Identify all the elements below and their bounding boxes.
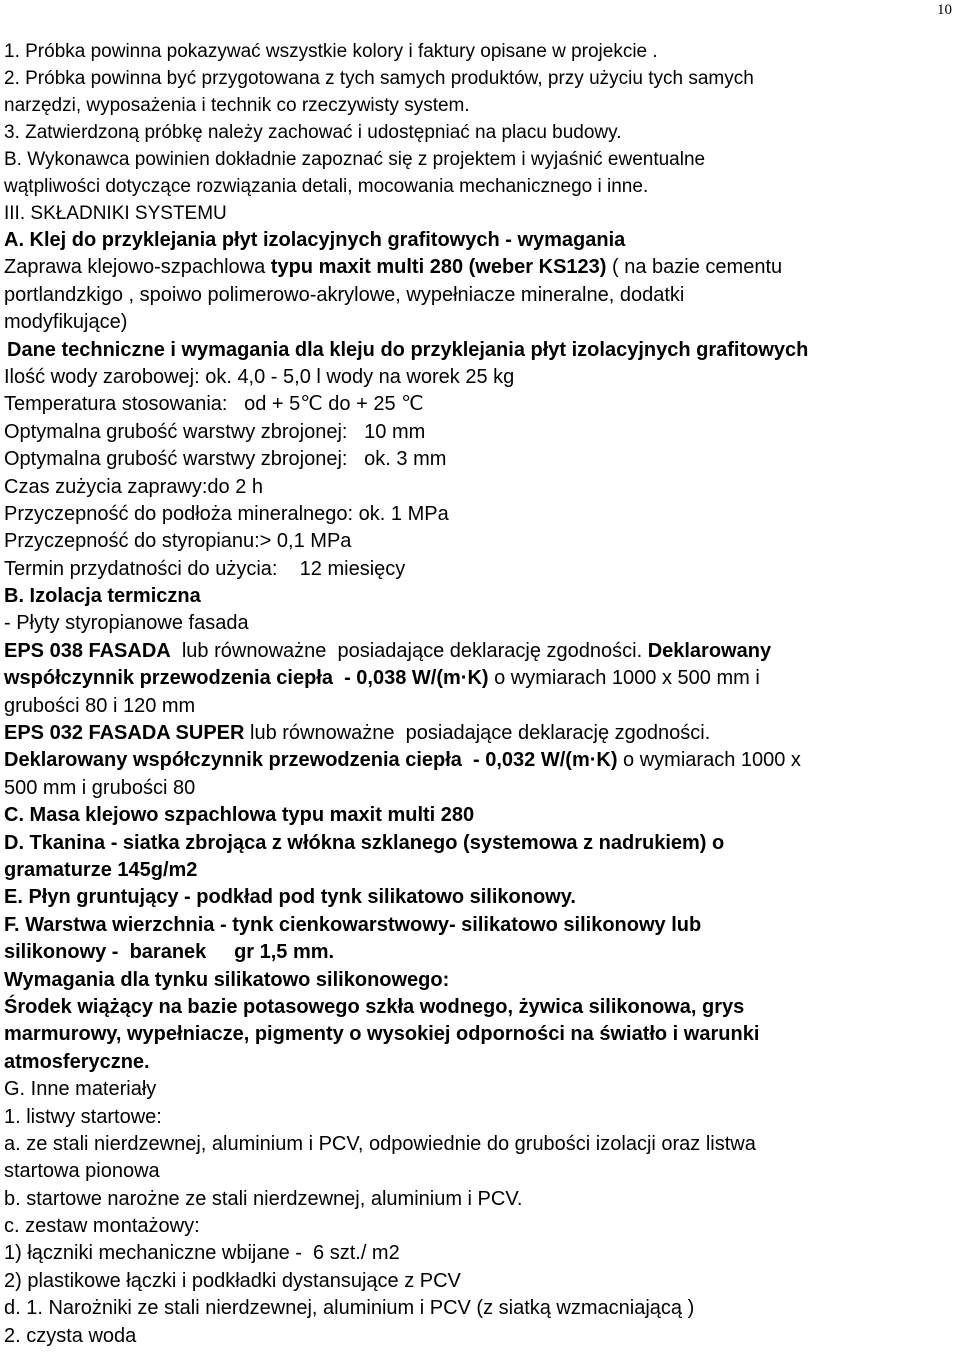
text: portlandzkigo , spoiwo polimerowo-akrylowe, wypełniacze mineralne, dodatki [4,283,685,306]
text-line [4,556,954,583]
text-line [4,227,954,254]
text-line [4,200,954,227]
text-line [4,92,954,119]
bold-text: typu maxit multi 280 (weber KS123) [270,256,607,279]
bold-text: współczynnik przewodzenia ciepła - 0,038 W/(m·K) [4,667,489,690]
text-line [4,583,954,610]
text: d. 1. Narożniki ze stali nierdzewnej, aluminium i PCV (z siatką wzmacniającą ) [4,1297,695,1320]
text-line [4,1076,954,1103]
text: Ilość wody zarobowej: ok. 4,0 - 5,0 l wody na worek 25 kg [4,365,515,388]
text-line [4,1323,954,1350]
text: b. startowe narożne ze stali nierdzewnej, aluminium i PCV. [4,1187,523,1210]
text: 2) plastikowe łączki i podkładki dystansujące z PCV [4,1269,461,1292]
bold-text: B. Izolacja termiczna [4,585,201,608]
text: Optymalna grubość warstwy zbrojonej: ok. 3 mm [4,448,447,471]
text: 2. czysta woda [4,1324,137,1347]
text: lub równoważne posiadające deklarację zgodności. [170,639,648,662]
text: Czas zużycia zaprawy:do 2 h [4,475,264,498]
text-line [4,1268,954,1295]
text-line [4,391,954,418]
bold-text: A. Klej do przyklejania płyt izolacyjnych grafitowych - wymagania [4,229,626,251]
text-line [4,337,954,364]
text-line [4,1213,954,1240]
document-body [4,38,954,1350]
bold-text: EPS 038 FASADA [4,639,171,662]
text: wątpliwości dotyczące rozwiązania detali, mocowania mechanicznego i inne. [4,176,649,197]
text-line [4,501,954,528]
bold-text: Deklarowany [647,639,772,662]
text-line [4,38,954,65]
text: o wymiarach 1000 x 500 mm i [488,667,760,690]
text-line [4,830,954,857]
text-line [4,1186,954,1213]
text: startowa pionowa [4,1160,160,1183]
text-line [4,775,954,802]
bold-text: gramaturze 145g/m2 [4,858,198,881]
text-line [4,65,954,92]
text-line [4,802,954,829]
text-line [4,146,954,173]
text-line [4,720,954,747]
text-line [4,994,954,1021]
text: 1. Próbka powinna pokazywać wszystkie kolory i faktury opisane w projekcie . [4,41,658,62]
text: Przyczepność do styropianu:> 0,1 MPa [4,530,352,553]
text-line [4,254,954,281]
text-line [4,309,954,336]
text-line [4,665,954,692]
text-line [4,446,954,473]
text: c. zestaw montażowy: [4,1215,200,1238]
text-line [4,1049,954,1076]
bold-text: Wymagania dla tynku silikatowo silikonowego: [4,968,450,991]
text: 2. Próbka powinna być przygotowana z tych samych produktów, przy użyciu tych samych [4,68,754,89]
text-line [4,1295,954,1322]
text-line [4,282,954,309]
text: grubości 80 i 120 mm [4,694,196,717]
text-line [4,419,954,446]
bold-text: atmosferyczne. [4,1050,150,1073]
text: 3. Zatwierdzoną próbkę należy zachować i udostępniać na placu budowy. [4,122,622,143]
text: III. SKŁADNIKI SYSTEMU [4,203,227,224]
text-line [4,638,954,665]
text: ( na bazie cementu [606,256,783,279]
text-line [4,1158,954,1185]
bold-text: silikonowy - baranek gr 1,5 mm. [4,941,335,964]
text-line [4,939,954,966]
text-line [4,1021,954,1048]
text-line [4,173,954,200]
bold-text: C. Masa klejowo szpachlowa typu maxit multi 280 [4,804,475,827]
text: modyfikujące) [4,311,128,334]
text: Temperatura stosowania: od + 5℃ do + 25 ℃ [4,393,424,416]
text-line [4,747,954,774]
text: 1. listwy startowe: [4,1105,162,1128]
bold-text: Środek wiążący na bazie potasowego szkła wodnego, żywica silikonowa, grys [4,995,745,1018]
text: Przyczepność do podłoża mineralnego: ok. 1 MPa [4,502,449,525]
text: Zaprawa klejowo-szpachlowa [4,256,271,279]
text: 500 mm i grubości 80 [4,776,196,799]
text: narzędzi, wyposażenia i technik co rzeczywisty system. [4,95,470,116]
bold-text: Deklarowany współczynnik przewodzenia ciepła - 0,032 W/(m·K) [4,749,618,772]
text: a. ze stali nierdzewnej, aluminium i PCV, odpowiednie do grubości izolacji oraz listwa [4,1132,756,1155]
bold-text: D. Tkanina - siatka zbrojąca z włókna szklanego (systemowa z nadrukiem) o [4,831,725,854]
text-line [4,884,954,911]
text: o wymiarach 1000 x [617,749,801,772]
bold-text: EPS 032 FASADA SUPER [4,722,245,745]
text-line [4,528,954,555]
text-line [4,364,954,391]
bold-text: Dane techniczne i wymagania dla kleju do przyklejania płyt izolacyjnych grafitowych [7,338,809,361]
page-number: 10 [937,2,952,18]
text: - Płyty styropianowe fasada [4,612,249,635]
text-line [4,967,954,994]
text: G. Inne materiały [4,1078,157,1101]
text-line [4,857,954,884]
text-line [4,693,954,720]
text-line [4,912,954,939]
bold-text: E. Płyn gruntujący - podkład pod tynk silikatowo silikonowy. [4,886,576,909]
text: 1) łączniki mechaniczne wbijane - 6 szt./ m2 [4,1242,400,1265]
bold-text: F. Warstwa wierzchnia - tynk cienkowarstwowy- silikatowo silikonowy lub [4,913,702,936]
text: Termin przydatności do użycia: 12 miesięcy [4,557,406,580]
bold-text: marmurowy, wypełniacze, pigmenty o wysokiej odporności na światło i warunki [4,1023,760,1046]
text: B. Wykonawca powinien dokładnie zapoznać się z projektem i wyjaśnić ewentualne [4,149,706,170]
text-line [4,119,954,146]
text: Optymalna grubość warstwy zbrojonej: 10 mm [4,420,426,443]
text-line [4,610,954,637]
text-line [4,474,954,501]
text-line [4,1104,954,1131]
text-line [4,1131,954,1158]
text-line [4,1240,954,1267]
text: lub równoważne posiadające deklarację zgodności. [244,722,711,745]
